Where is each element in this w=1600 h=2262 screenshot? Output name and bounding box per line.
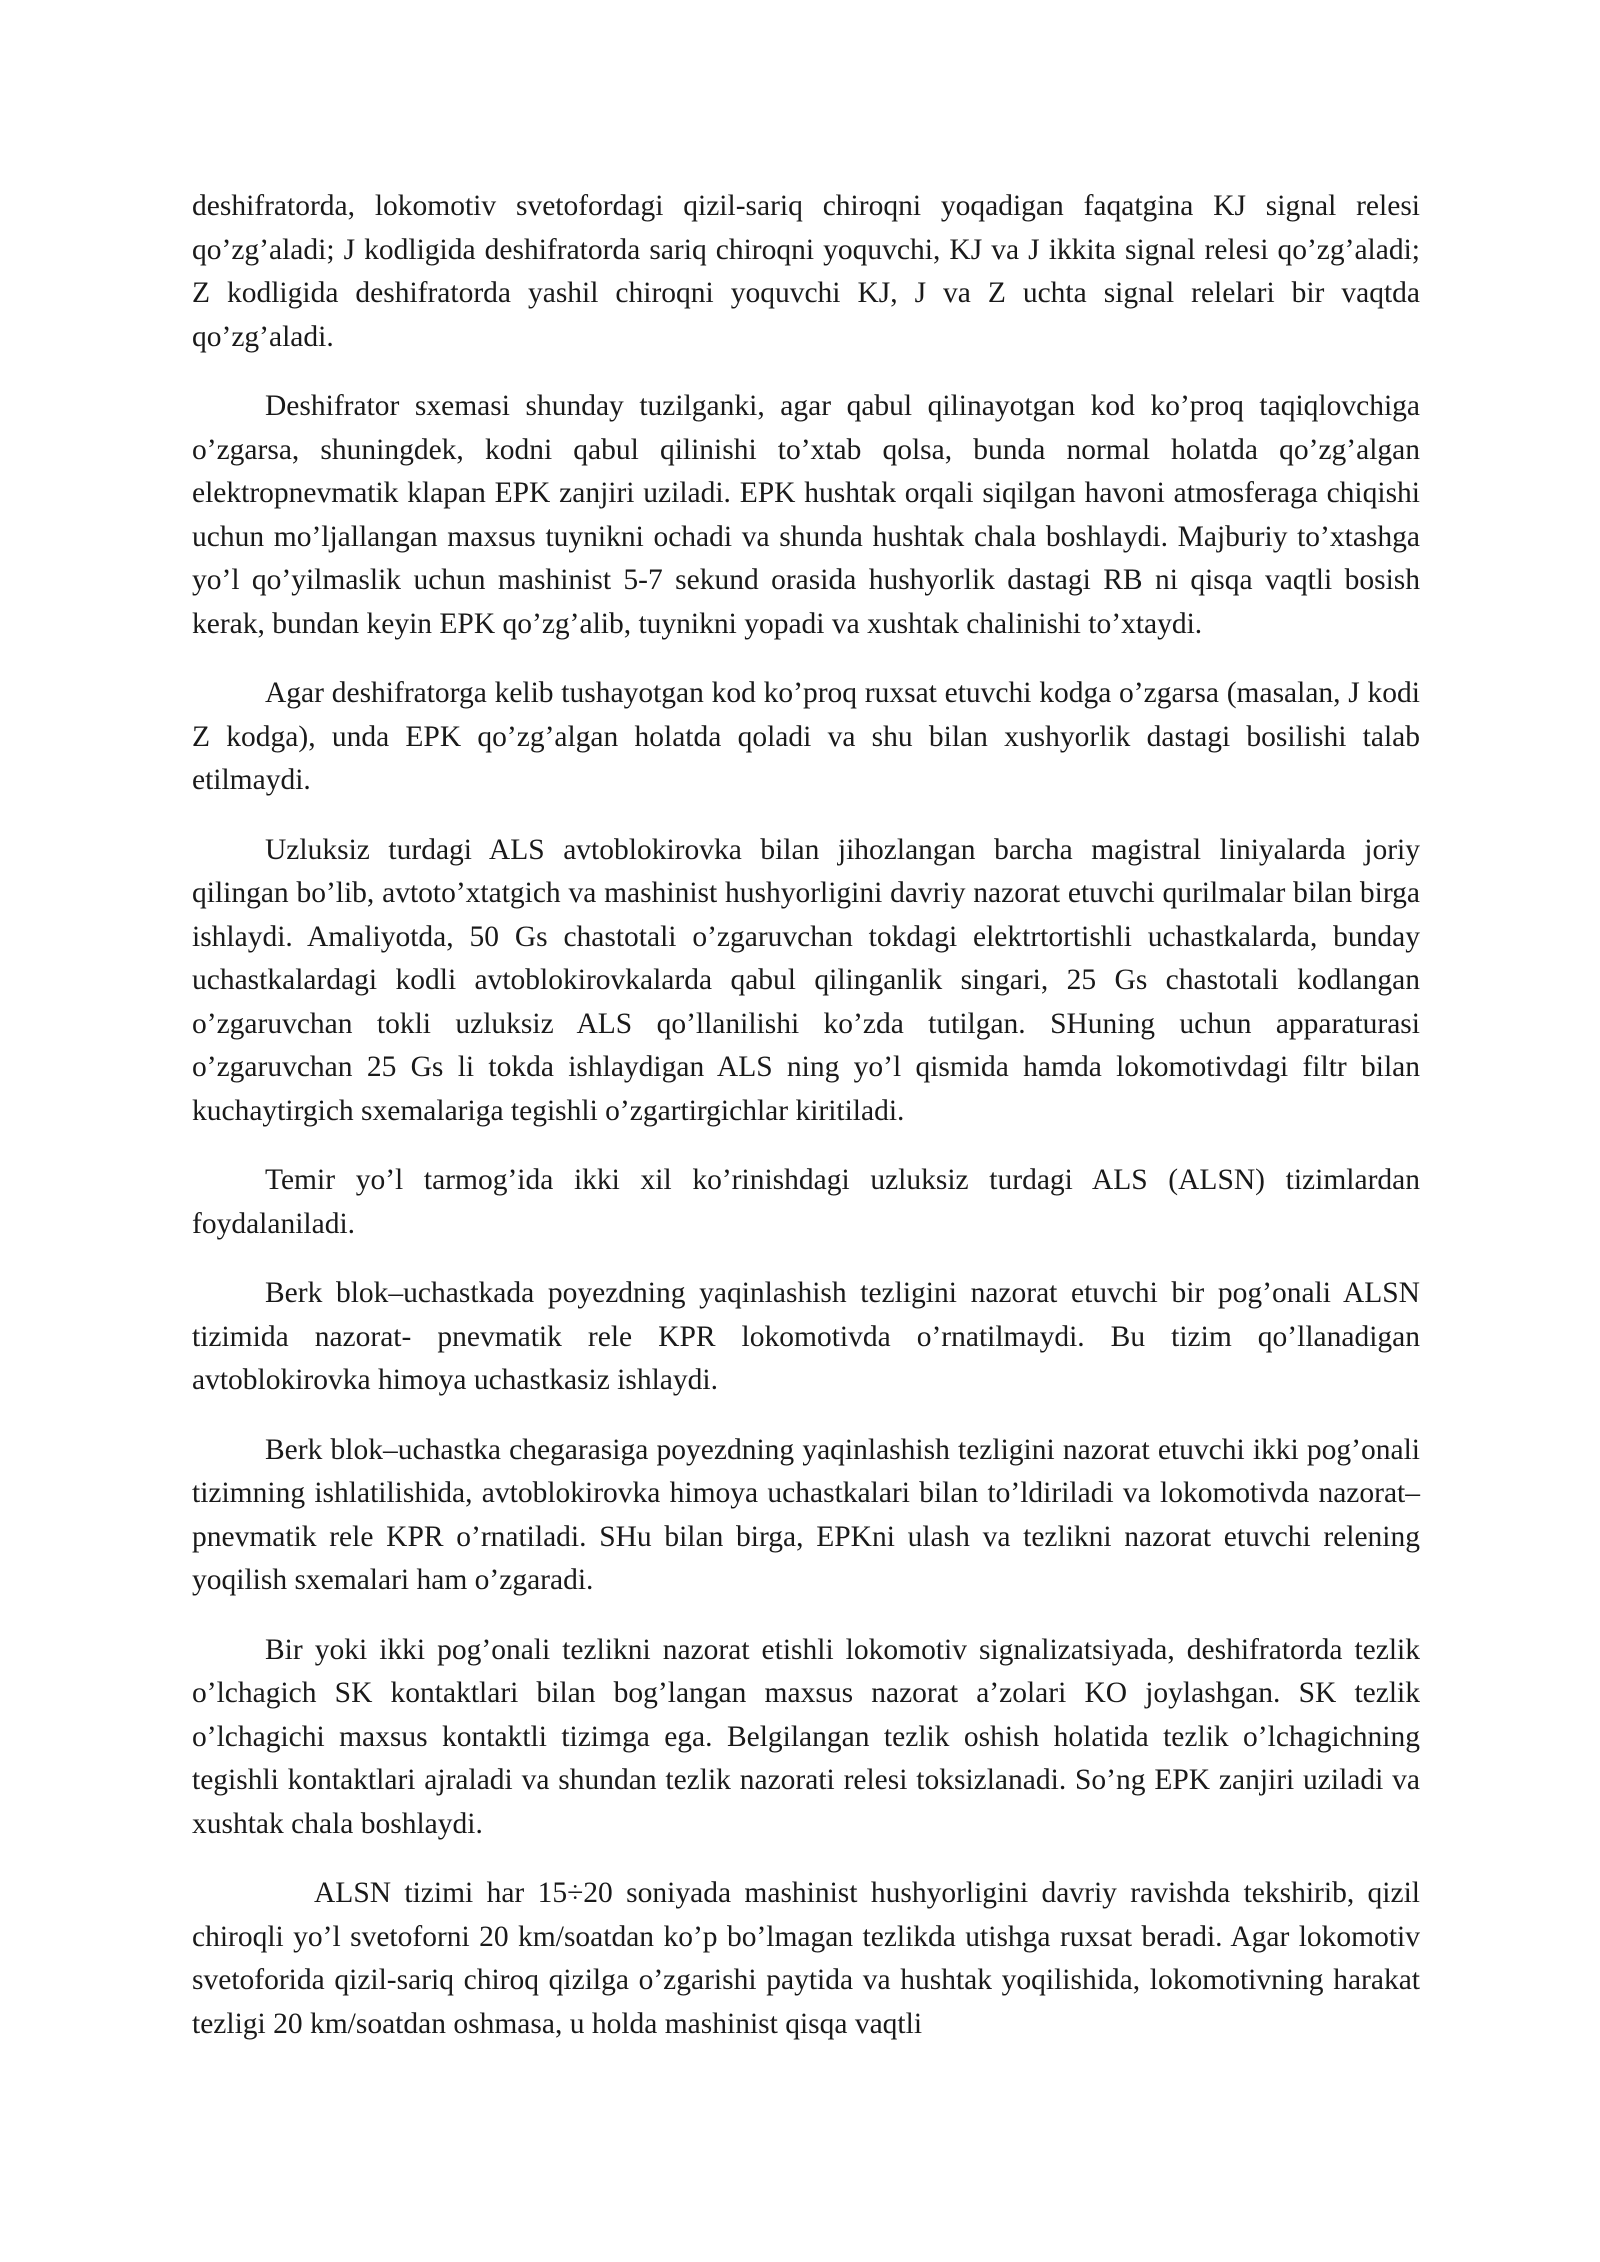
paragraph-7: Berk blok–uchastka chegarasiga poyezdning yaqinlashish tezligini nazorat etuvchi ikki pog’onali tizimning ishlatilishida, avtoblokirovka himoya uchastkalari bilan to’ldiriladi va lokomotivda nazorat–pnevmatik rele KPR o’rnatiladi. SHu bilan birga, EPKni ulash va tezlikni nazorat etuvchi relening yoqilish sxemalari ham o’zgaradi. — [192, 1433, 1420, 1596]
paragraph-1: deshifratorda, lokomotiv svetofordagi qizil-sariq chiroqni yoqadigan faqatgina KJ signal relesi qo’zg’aladi; J kodligida deshifratorda sariq chiroqni yoquvchi, KJ va J ikkita signal relesi qo’zg’aladi; Z kodligida deshifratorda yashil chiroqni yoquvchi KJ, J va Z uchta signal relelari bir vaqtda qo’zg’aladi. — [192, 190, 1420, 353]
paragraph-5: Temir yo’l tarmog’ida ikki xil ko’rinishdagi uzluksiz turdagi ALS (ALSN) tizimlardan foydalaniladi. — [192, 1164, 1420, 1240]
paragraph-3: Agar deshifratorga kelib tushayotgan kod ko’proq ruxsat etuvchi kodga o’zgarsa (masalan, J kodi Z kodga), unda EPK qo’zg’algan holatda qoladi va shu bilan xushyorlik dastagi bosilishi talab etilmaydi. — [192, 677, 1420, 796]
paragraph-9: ALSN tizimi har 15÷20 soniyada mashinist hushyorligini davriy ravishda tekshirib, qizil chiroqli yo’l svetoforni 20 km/soatdan ko’p bo’lmagan tezlikda utishga ruxsat beradi. Agar lokomotiv svetoforida qizil-sariq chiroq qizilga o’zgarishi paytida va hushtak yoqilishida, lokomotivning harakat tezligi 20 km/soatdan oshmasa, u holda mashinist qisqa vaqtli — [192, 1877, 1420, 2040]
paragraph-8: Bir yoki ikki pog’onali tezlikni nazorat etishli lokomotiv signalizatsiyada, deshifratorda tezlik o’lchagich SK kontaktlari bilan bog’langan maxsus nazorat a’zolari KO joylashgan. SK tezlik o’lchagichi maxsus kontaktli tizimga ega. Belgilangan tezlik oshish holatida tezlik o’lchagichning tegishli kontaktlari ajraladi va shundan tezlik nazorati relesi toksizlanadi. So’ng EPK zanjiri uziladi va xushtak chala boshlaydi. — [192, 1633, 1420, 1840]
paragraph-2: Deshifrator sxemasi shunday tuzilganki, agar qabul qilinayotgan kod ko’proq taqiqlovchiga o’zgarsa, shuningdek, kodni qabul qilinishi to’xtab qolsa, bunda normal holatda qo’zg’algan elektropnevmatik klapan EPK zanjiri uziladi. EPK hushtak orqali siqilgan havoni atmosferaga chiqishi uchun mo’ljallangan maxsus tuynikni ochadi va shunda hushtak chala boshlaydi. Majburiy to’xtashga yo’l qo’yilmaslik uchun mashinist 5-7 sekund orasida hushyorlik dastagi RB ni qisqa vaqtli bosish kerak, bundan keyin EPK qo’zg’alib, tuynikni yopadi va xushtak chalinishi to’xtaydi. — [192, 390, 1420, 640]
paragraph-6: Berk blok–uchastkada poyezdning yaqinlashish tezligini nazorat etuvchi bir pog’onali ALSN tizimida nazorat- pnevmatik rele KPR lokomotivda o’rnatilmaydi. Bu tizim qo’llanadigan avtoblokirovka himoya uchastkasiz ishlaydi. — [192, 1277, 1420, 1396]
paragraph-4: Uzluksiz turdagi ALS avtoblokirovka bilan jihozlangan barcha magistral liniyalarda joriy qilingan bo’lib, avtoto’xtatgich va mashinist hushyorligini davriy nazorat etuvchi qurilmalar bilan birga ishlaydi. Amaliyotda, 50 Gs chastotali o’zgaruvchan tokdagi elektrtortishli uchastkalarda, bunday uchastkalardagi kodli avtoblokirovkalarda qabul qilinganlik singari, 25 Gs chastotali kodlangan o’zgaruvchan tokli uzluksiz ALS qo’llanilishi ko’zda tutilgan. SHuning uchun apparaturasi o’zgaruvchan 25 Gs li tokda ishlaydigan ALS ning yo’l qismida hamda lokomotivdagi filtr bilan kuchaytirgich sxemalariga tegishli o’zgartirgichlar kiritiladi. — [192, 833, 1420, 1127]
document-page — [192, 185, 1420, 2072]
